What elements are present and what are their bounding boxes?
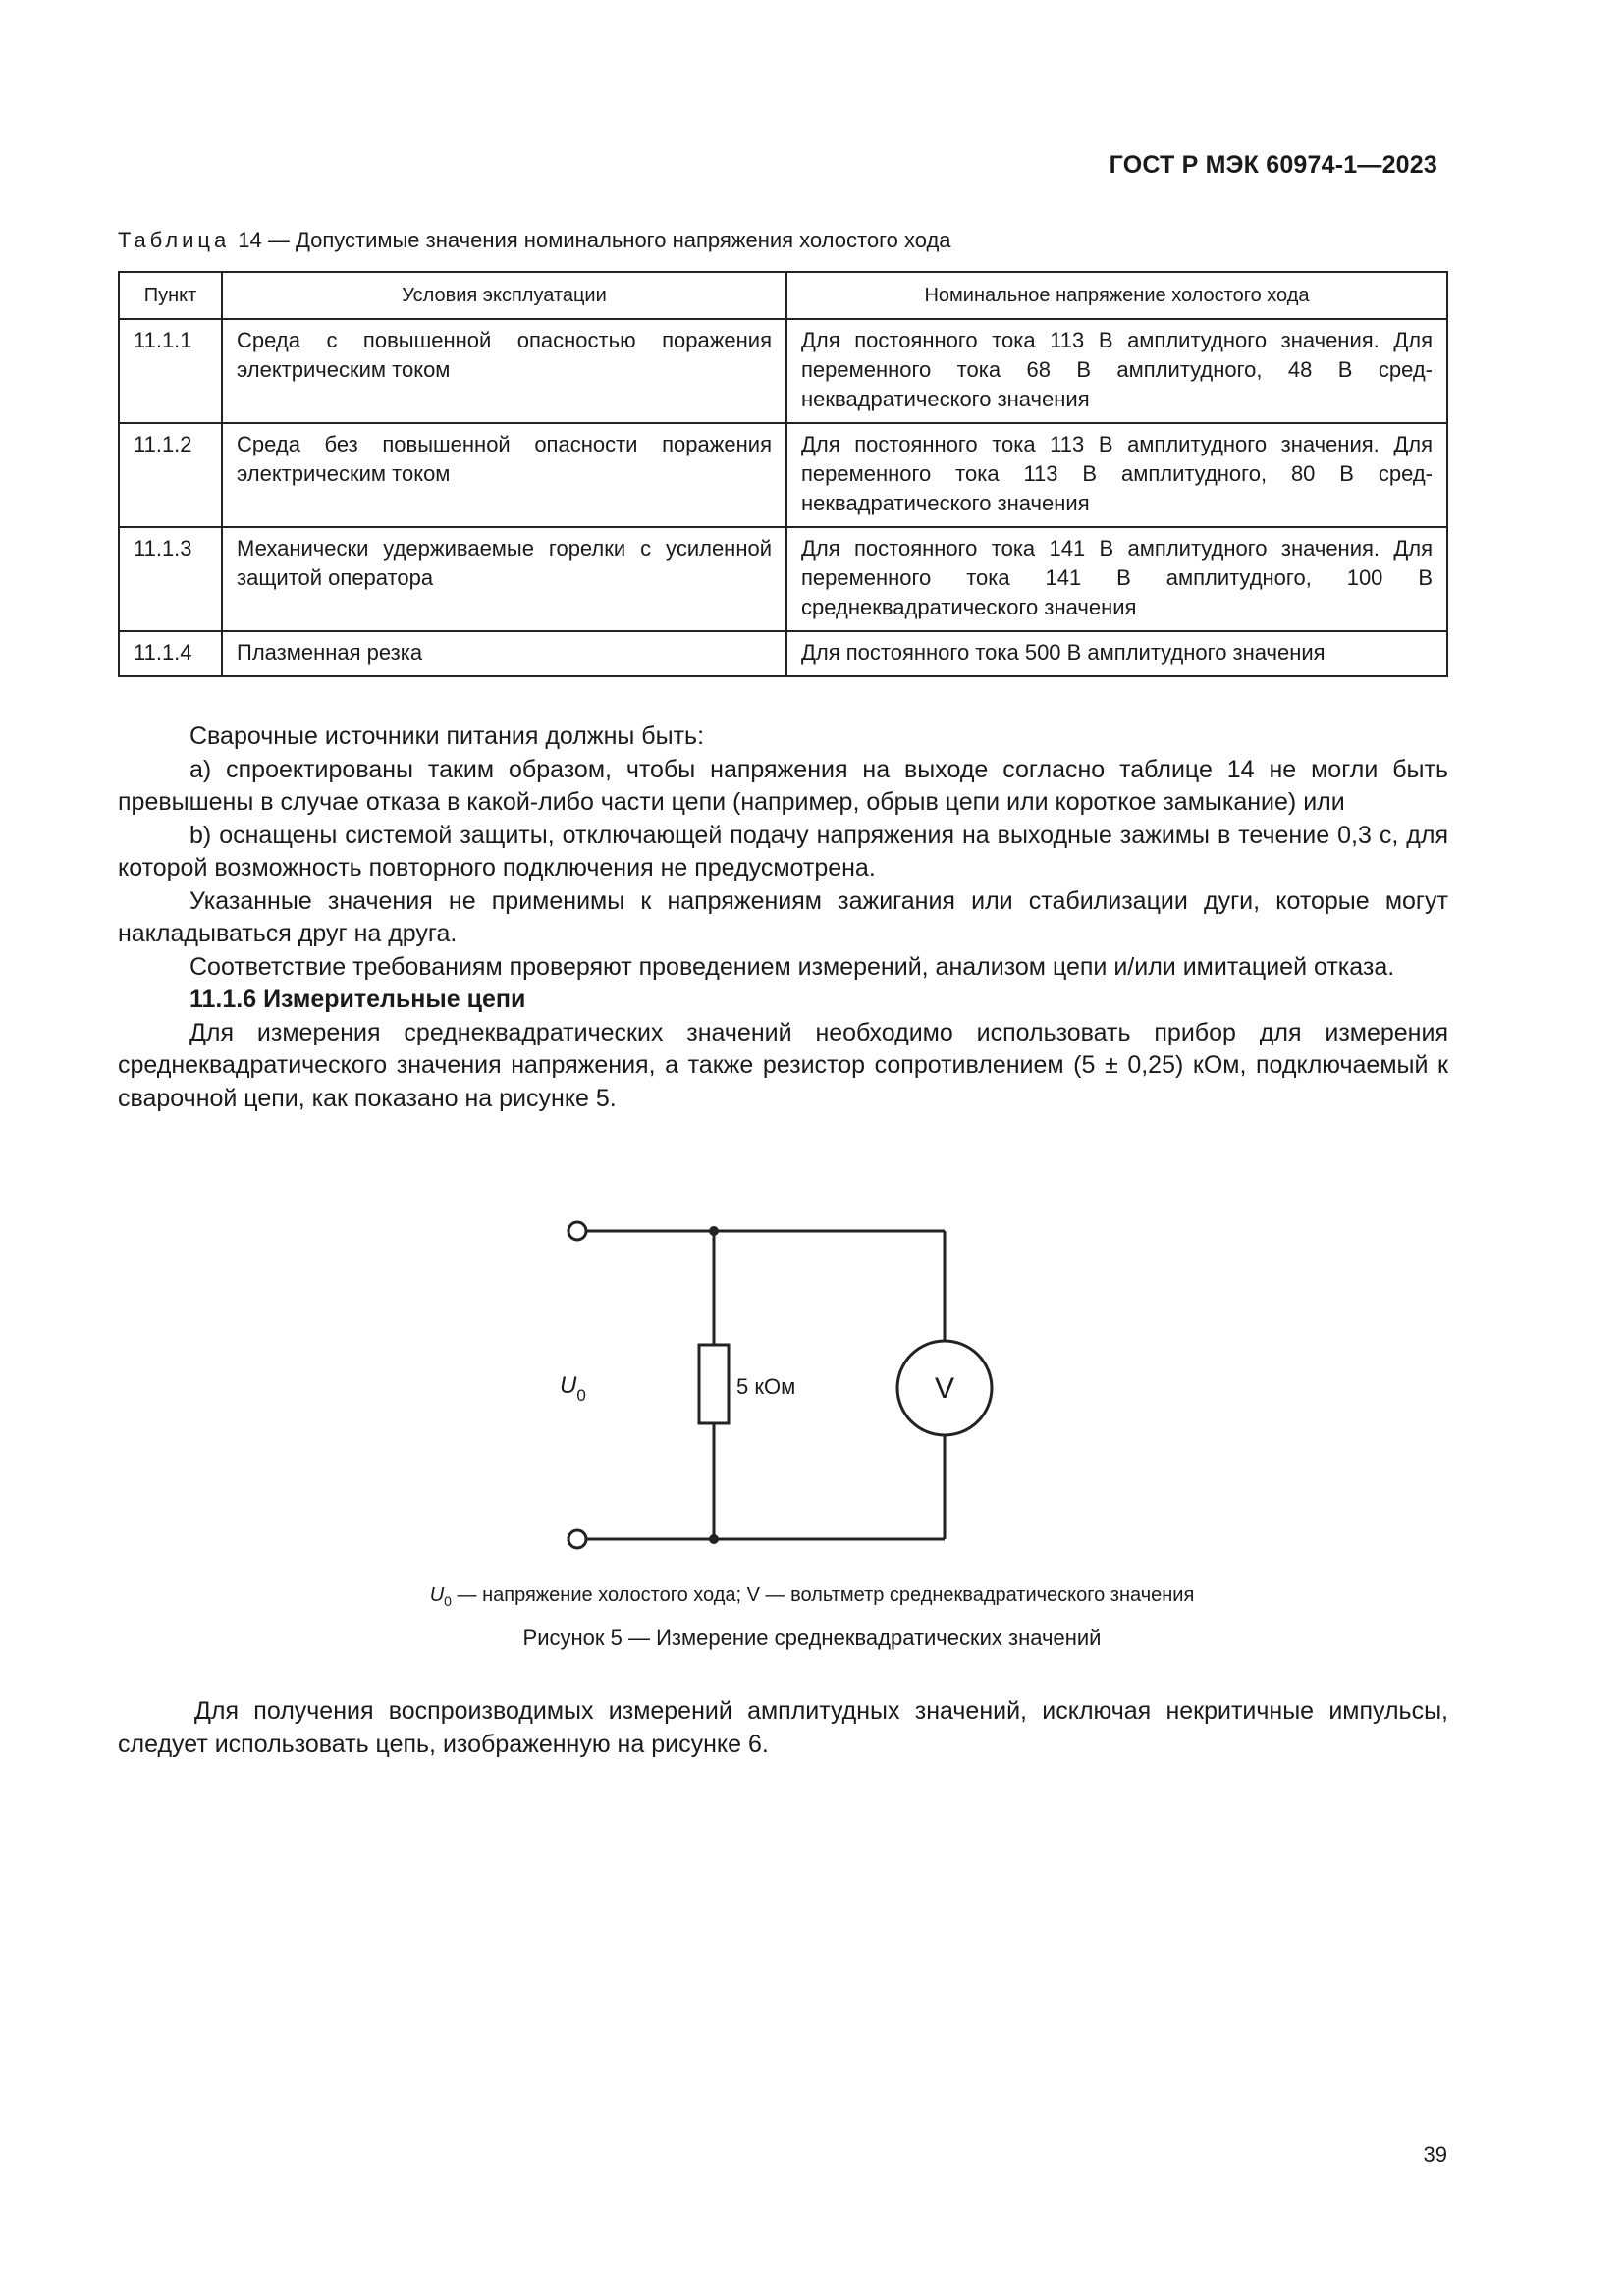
voltage-table bbox=[118, 271, 1448, 677]
cell-voltage: Для постоянного тока 500 В амплитудного значения bbox=[786, 631, 1447, 676]
paragraph: Для получения воспроизводимых измерений амплитудных значений, исключая некритичные импульсы, следует использовать цепь, изображенную на рисунке 6. bbox=[118, 1697, 1448, 1758]
paragraph: Указанные значения не применимы к напряжениям зажигания или стабилизации дуги, которые могут накладываться друг на друга. bbox=[118, 886, 1448, 947]
cell-voltage: Для постоянного тока 141 В амплитудного значения. Для переменного тока 141 В амплитудного, 100 В среднеквадратического значения bbox=[786, 527, 1447, 631]
cell-conditions: Механически удерживаемые горелки с усиленной защитой оператора bbox=[222, 527, 786, 631]
table-caption-text: 14 — Допустимые значения номинального напряжения холостого хода bbox=[238, 228, 951, 252]
body-text bbox=[118, 721, 1448, 1115]
cell-voltage: Для постоянного тока 113 В амплитудного значения. Для переменного тока 68 В амплитудного, 48 В среднеквадратического значения bbox=[786, 319, 1447, 423]
paragraph: Соответствие требованиям проверяют проведением измерений, анализом цепи и/или имитацией отказа. bbox=[189, 952, 1395, 981]
legend-voltage-subscript: 0 bbox=[444, 1593, 452, 1609]
table-row bbox=[119, 319, 1447, 423]
table-row bbox=[119, 631, 1447, 676]
paragraph: a) спроектированы таким образом, чтобы напряжения на выходе согласно таблице 14 не могли быть превышены в случае отказа в какой-либо части цепи (например, обрыв цепи или короткое замыкание) или bbox=[118, 755, 1448, 816]
paragraph: b) оснащены системой защиты, отключающей подачу напряжения на выходные зажимы в течение 0,3 с, для которой возможность повторного подключения не предусмотрена. bbox=[118, 821, 1448, 881]
table-caption-word: Таблица bbox=[118, 228, 231, 252]
cell-item: 11.1.1 bbox=[119, 319, 222, 423]
cell-conditions: Плазменная резка bbox=[222, 631, 786, 676]
cell-conditions: Среда без повышенной опасности поражения электрическим током bbox=[222, 423, 786, 527]
document-header: ГОСТ Р МЭК 60974-1—2023 bbox=[1109, 151, 1437, 179]
voltage-symbol: U bbox=[560, 1372, 577, 1399]
cell-voltage: Для постоянного тока 113 В амплитудного значения. Для переменного тока 113 В амплитудного, 80 В среднеквадратического значения bbox=[786, 423, 1447, 527]
cell-item: 11.1.4 bbox=[119, 631, 222, 676]
table-header-row bbox=[119, 272, 1447, 319]
column-header-item: Пункт bbox=[119, 272, 222, 319]
voltage-subscript: 0 bbox=[576, 1386, 586, 1405]
figure-legend bbox=[0, 1584, 1624, 1609]
legend-voltage-symbol: U bbox=[429, 1584, 445, 1606]
junction-top bbox=[709, 1226, 719, 1236]
cell-conditions: Среда с повышенной опасностью поражения электрическим током bbox=[222, 319, 786, 423]
column-header-voltage: Номинальное напряжение холостого хода bbox=[786, 272, 1447, 319]
terminal-bottom bbox=[568, 1530, 586, 1548]
section-heading: 11.1.6 Измерительные цепи bbox=[189, 986, 526, 1013]
voltage-label bbox=[560, 1372, 586, 1405]
measurement-circuit-diagram bbox=[530, 1203, 1021, 1567]
terminal-top bbox=[568, 1222, 586, 1240]
resistor-label: 5 кОм bbox=[736, 1374, 796, 1399]
cell-item: 11.1.3 bbox=[119, 527, 222, 631]
resistor bbox=[699, 1345, 729, 1423]
voltmeter-label: V bbox=[934, 1372, 955, 1405]
figure-caption: Рисунок 5 — Измерение среднеквадратических значений bbox=[522, 1626, 1102, 1650]
cell-item: 11.1.2 bbox=[119, 423, 222, 527]
column-header-conditions: Условия эксплуатации bbox=[222, 272, 786, 319]
paragraph: Для измерения среднеквадратических значений необходимо использовать прибор для измерения среднеквадратического значения напряжения, а также резистор сопротивлением (5 ± 0,25) кОм, подключаемый к сварочной цепи, как показано на рисунке 5. bbox=[118, 1018, 1448, 1112]
paragraph: Сварочные источники питания должны быть: bbox=[189, 722, 705, 750]
junction-bottom bbox=[709, 1534, 719, 1544]
table-row bbox=[119, 423, 1447, 527]
table-row bbox=[119, 527, 1447, 631]
page-number: 39 bbox=[1423, 2142, 1447, 2166]
closing-text bbox=[118, 1694, 1448, 1761]
table-caption bbox=[118, 228, 951, 253]
legend-text: — напряжение холостого хода; V — вольтметр среднеквадратического значения bbox=[457, 1584, 1195, 1606]
